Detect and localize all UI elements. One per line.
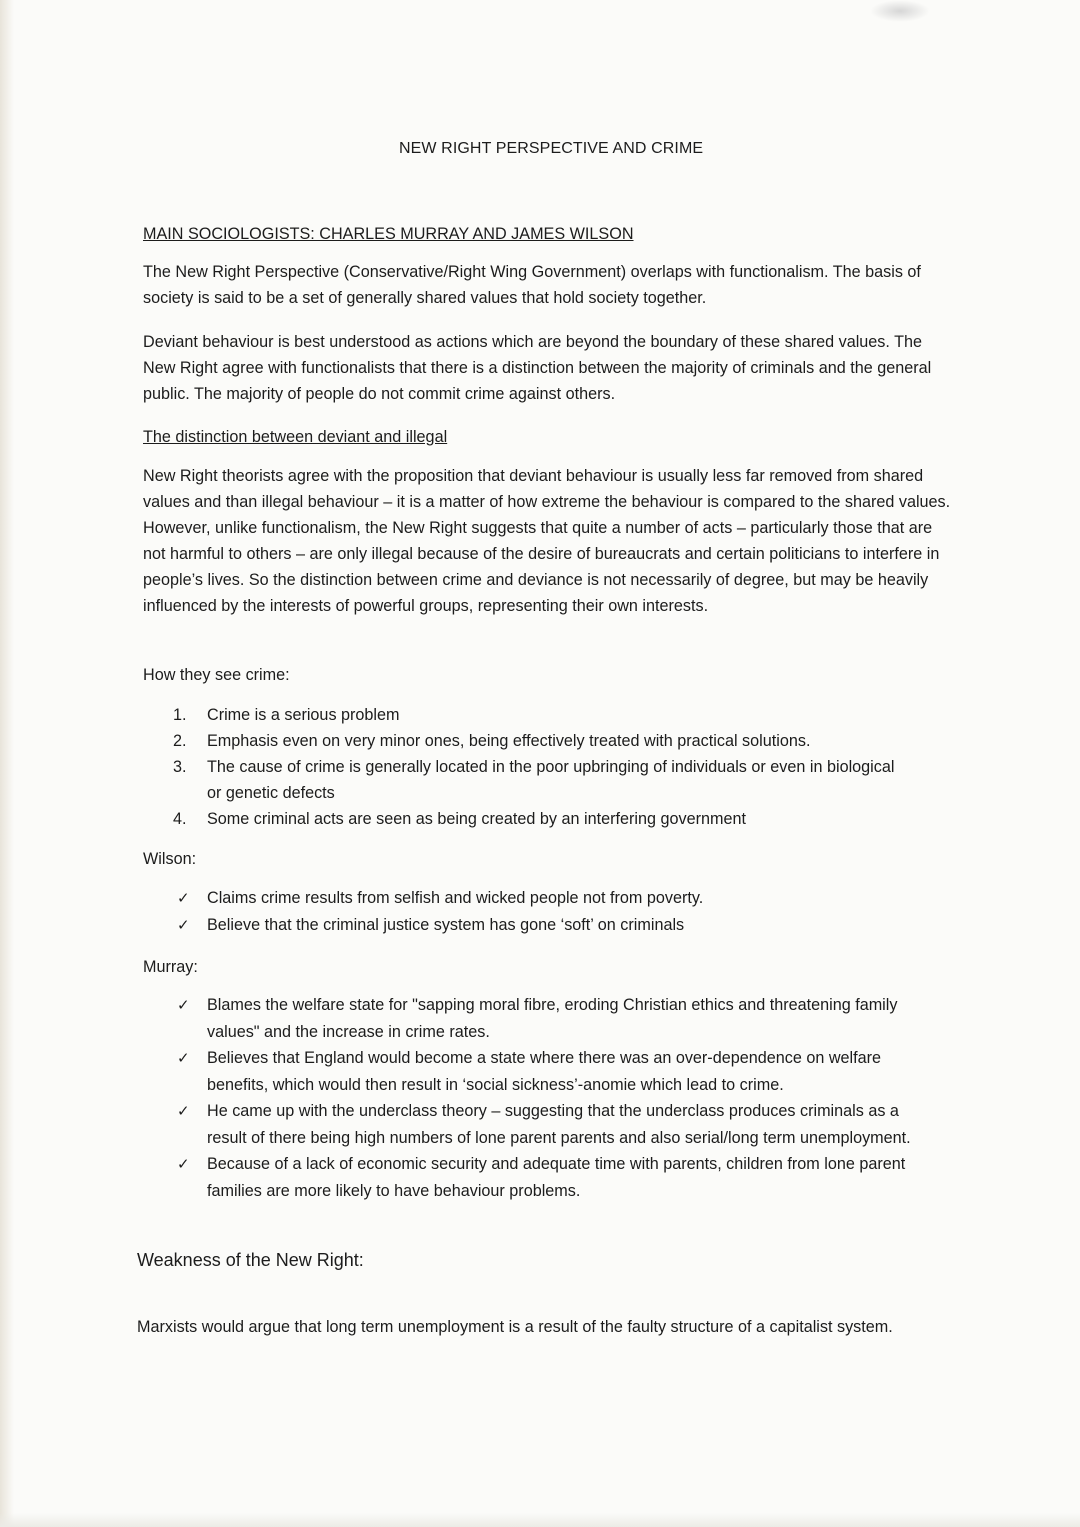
list-number: 4. [173, 810, 187, 828]
how-they-see-crime-label: How they see crime: [143, 666, 290, 684]
weakness-heading: Weakness of the New Right: [137, 1250, 364, 1270]
list-item-text: Some criminal acts are seen as being created by an interfering government [207, 810, 746, 828]
list-item [143, 754, 903, 806]
how-they-see-crime-list [143, 702, 903, 832]
distinction-heading: The distinction between deviant and illegal [143, 428, 448, 446]
list-item-text: Believes that England would become a state where there was an over-dependence on welfare benefits, which would then result in ‘social sickness’-anomie which lead to crime. [207, 1049, 882, 1094]
deviant-paragraph: Deviant behaviour is best understood as actions which are beyond the boundary of these shared values. The New Right agree with functionalists that there is a distinction between the majority of criminals and the general public. The majority of people do not commit crime against others. [143, 333, 932, 403]
list-item-text: Claims crime results from selfish and wicked people not from poverty. [207, 889, 704, 907]
list-number: 1. [173, 706, 187, 724]
list-item-text: Crime is a serious problem [207, 706, 400, 724]
weakness-paragraph: Marxists would argue that long term unemployment is a result of the faulty structure of a capitalist system. [137, 1318, 893, 1336]
page-title: NEW RIGHT PERSPECTIVE AND CRIME [399, 140, 704, 157]
distinction-paragraph: New Right theorists agree with the proposition that deviant behaviour is usually less far removed from shared values and than illegal behaviour – it is a matter of how extreme the behaviour is compared to the shared values. However, unlike functionalism, the New Right suggests that quite a number of acts – particularly those that are not harmful to others – are only illegal because of the desire of bureaucrats and certain politicians to interfere in people’s lives. So the distinction between crime and deviance is not necessarily of degree, but may be heavily influenced by the interests of powerful groups, representing their own interests. [143, 467, 951, 615]
list-item [143, 728, 903, 754]
list-item [143, 806, 903, 832]
wilson-list [143, 885, 943, 938]
checkmark-icon: ✓ [177, 889, 190, 907]
list-item [143, 912, 943, 939]
wilson-label: Wilson: [143, 850, 197, 868]
main-sociologists-heading: MAIN SOCIOLOGISTS: CHARLES MURRAY AND JAMES WILSON [143, 225, 634, 243]
page-bottom-shadow [0, 1513, 1080, 1527]
page-edge-shadow [0, 0, 14, 1527]
murray-list [143, 992, 943, 1204]
list-item-text: Because of a lack of economic security and adequate time with parents, children from lone parent families are more likely to have behaviour problems. [207, 1155, 906, 1200]
list-item-text: Emphasis even on very minor ones, being effectively treated with practical solutions. [207, 732, 811, 750]
checkmark-icon: ✓ [177, 1155, 190, 1173]
list-item-text: Believe that the criminal justice system has gone ‘soft’ on criminals [207, 915, 685, 934]
list-item [143, 885, 943, 912]
list-item-text: He came up with the underclass theory – suggesting that the underclass produces criminals as a result of there being high numbers of lone parent parents and also serial/long term unemployment. [207, 1102, 911, 1147]
list-item [143, 702, 903, 728]
checkmark-icon: ✓ [177, 996, 190, 1014]
list-item [143, 1045, 943, 1098]
list-item [143, 1151, 943, 1204]
page-fold-shadow [870, 0, 930, 22]
list-item [143, 992, 943, 1045]
intro-paragraph: The New Right Perspective (Conservative/Right Wing Government) overlaps with functionalism. The basis of society is said to be a set of generally shared values that hold society together. [143, 263, 921, 307]
list-number: 2. [173, 732, 187, 750]
list-item [143, 1098, 943, 1151]
checkmark-icon: ✓ [177, 1049, 190, 1067]
list-item-text: Blames the welfare state for "sapping moral fibre, eroding Christian ethics and threatening family values" and the increase in crime rates. [207, 996, 898, 1041]
murray-label: Murray: [143, 958, 198, 976]
list-number: 3. [173, 758, 187, 776]
checkmark-icon: ✓ [177, 915, 190, 934]
list-item-text: The cause of crime is generally located in the poor upbringing of individuals or even in biological or genetic defects [207, 758, 895, 802]
checkmark-icon: ✓ [177, 1102, 190, 1120]
